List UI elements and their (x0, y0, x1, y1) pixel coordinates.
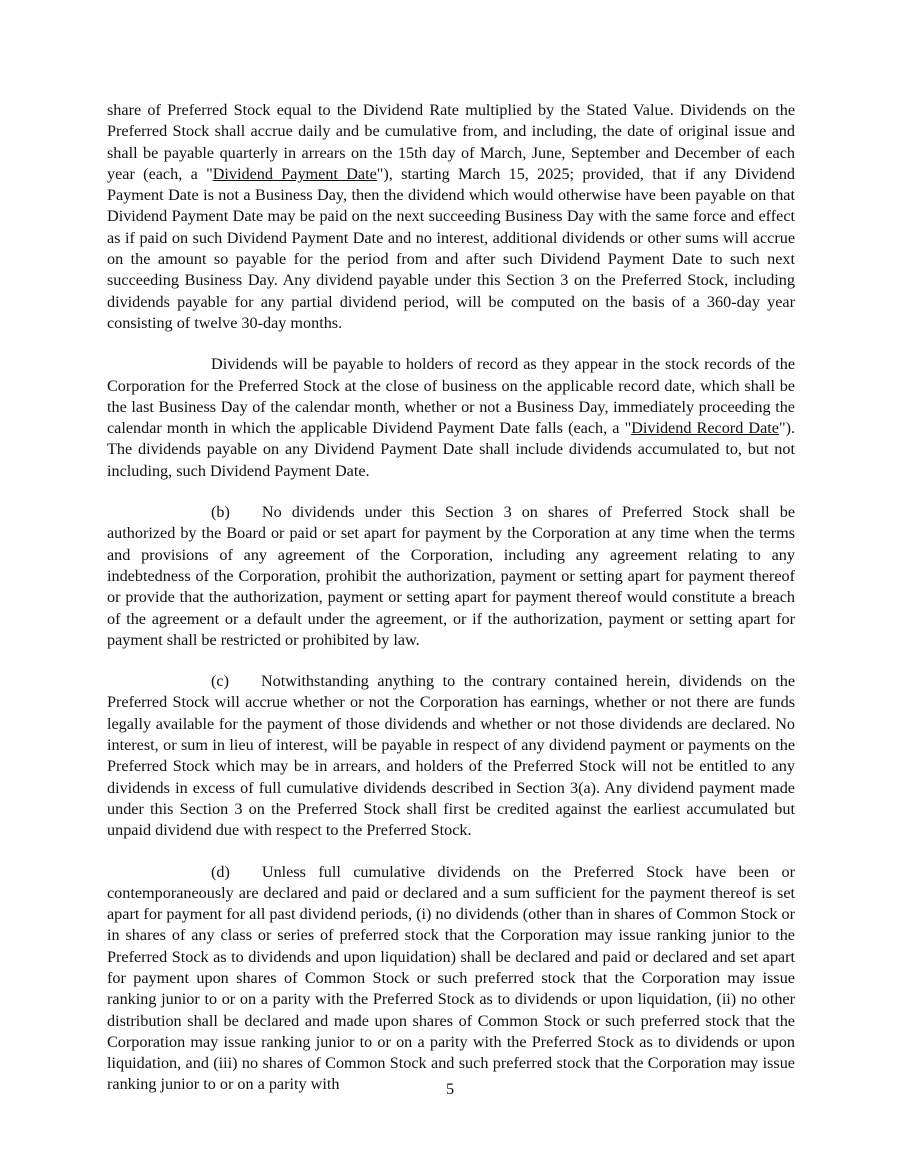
paragraph-text: Unless full cumulative dividends on the Preferred Stock have been or contemporaneously are declared and paid or declared and a sum sufficient for the payment thereof is set apart for payment for all past dividend periods, (i) no dividends (other than in shares of Common Stock or in shares of any class or series of preferred stock that the Corporation may issue ranking junior to the Preferred Stock as to dividends and upon liquidation) shall be declared and paid or declared and set apart for payment upon shares of Common Stock or such preferred stock that the Corporation may issue ranking junior to or on a parity with the Preferred Stock as to dividends or upon liquidation, (ii) no other distribution shall be declared and made upon shares of Common Stock or such preferred stock that the Corporation may issue ranking junior to or on a parity with the Preferred Stock as to dividends or upon liquidation, and (iii) no shares of Common Stock and such preferred stock that the Corporation may issue ranking junior to or on a parity with (107, 862, 795, 1094)
paragraph-text: "). The dividends payable on any Dividend Payment Date shall include dividends accumulated to, but not including, such Dividend Payment Date. (107, 419, 796, 480)
defined-term-dividend-payment-date: Dividend Payment Date (212, 164, 377, 183)
paragraph-record-date (107, 354, 795, 482)
paragraph-text: No dividends under this Section 3 on shares of Preferred Stock shall be authorized by the Board or paid or set apart for payment by the Corporation at any time when the terms and provisions of any agreement of the Corporation, including any agreement relating to any indebtedness of the Corporation, prohibit the authorization, payment or setting apart for payment thereof or provide that the authorization, payment or setting apart for payment thereof would constitute a breach of the agreement or a default under the agreement, or if the authorization, payment or setting apart for payment shall be restricted or prohibited by law. (107, 503, 795, 649)
page-number: 5 (445, 1080, 455, 1098)
paragraph-d (107, 862, 795, 1096)
paragraph-text: Notwithstanding anything to the contrary contained herein, dividends on the Preferred Stock will accrue whether or not the Corporation has earnings, whether or not there are funds legally available for the payment of those dividends and whether or not those dividends are declared. No interest, or sum in lieu of interest, will be payable in respect of any dividend payment or payments on the Preferred Stock which may be in arrears, and holders of the Preferred Stock will not be entitled to any dividends in excess of full cumulative dividends described in Section 3(a). Any dividend payment made under this Section 3 on the Preferred Stock shall first be credited against the earliest accumulated but unpaid dividend due with respect to the Preferred Stock. (107, 672, 795, 840)
paragraph-text: "), starting March 15, 2025; provided, that if any Dividend Payment Date is not a Business Day, then the dividend which would otherwise have been payable on that Dividend Payment Date may be paid on the next succeeding Business Day with the same force and effect as if paid on such Dividend Payment Date and no interest, additional dividends or other sums will accrue on the amount so payable for the period from and after such Dividend Payment Date to such next succeeding Business Day. Any dividend payable under this Section 3 on the Preferred Stock, including dividends payable for any partial dividend period, will be computed on the basis of a 360-day year consisting of twelve 30-day months. (107, 164, 796, 332)
paragraph-c (107, 671, 795, 841)
section-label-b: (b) (211, 503, 230, 522)
defined-term-dividend-record-date: Dividend Record Date (631, 419, 779, 438)
paragraph-text: share of Preferred Stock equal to the Dividend Rate multiplied by the Stated Value. Dividends on the Preferred Stock shall accrue daily and be cumulative from, and including, the date of original issue and shall be payable quarterly in arrears on the 15th day of March, June, September and December of each year (each, a " (107, 101, 795, 183)
document-body (107, 100, 795, 1116)
paragraph-b (107, 502, 795, 651)
paragraph-dividend-accrual (107, 100, 795, 334)
section-label-d: (d) (211, 862, 230, 881)
section-label-c: (c) (211, 672, 229, 691)
paragraph-text: Dividends will be payable to holders of record as they appear in the stock records of the Corporation for the Preferred Stock at the close of business on the applicable record date, which shall be the last Business Day of the calendar month, whether or not a Business Day, immediately proceeding the calendar month in which the applicable Dividend Payment Date falls (each, a " (107, 355, 795, 438)
